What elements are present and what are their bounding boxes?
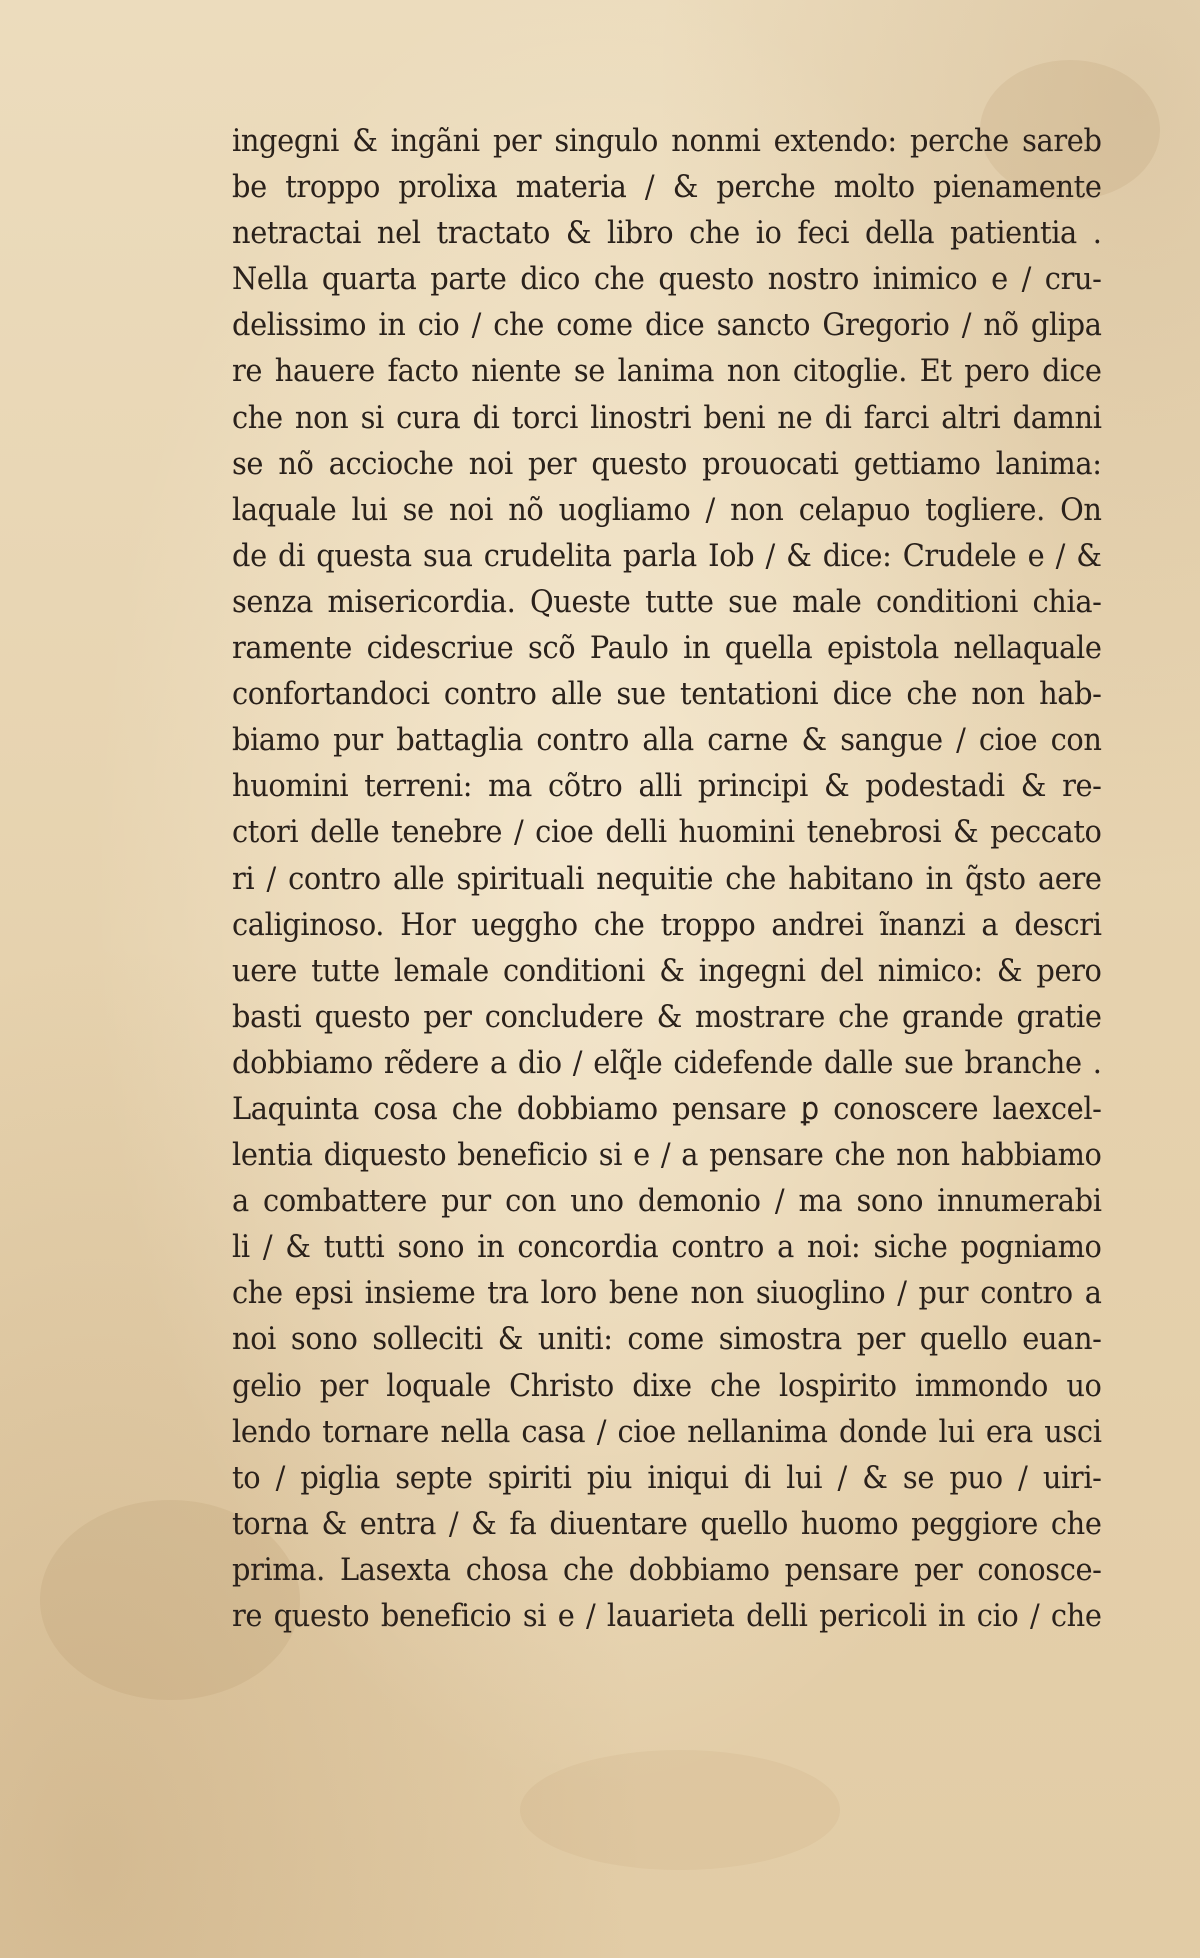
text-line: ingegni & ingãni per singulo nonmi extendo: perche sareb bbox=[232, 123, 1102, 159]
text-line: to / piglia septe spiriti piu iniqui di lui / & se puo / uiri- bbox=[232, 1459, 1102, 1496]
text-line: biamo pur battaglia contro alla carne & sangue / cioe con bbox=[232, 722, 1102, 759]
text-line: be troppo prolixa materia / & perche molto pienamente bbox=[232, 169, 1102, 206]
text-line: senza misericordia. Queste tutte sue male conditioni chia- bbox=[232, 583, 1102, 620]
text-line: torna & entra / & fa diuentare quello huomo peggiore che bbox=[232, 1505, 1102, 1542]
text-line: uere tutte lemale conditioni & ingegni del nimico: & pero bbox=[232, 952, 1102, 989]
text-line: laquale lui se noi nõ uogliamo / non celapuo togliere. On bbox=[232, 491, 1102, 528]
text-line: netractai nel tractato & libro che io feci della patientia . bbox=[232, 215, 1102, 252]
text-line: basti questo per concludere & mostrare che grande gratie bbox=[232, 998, 1102, 1035]
text-line: re hauere facto niente se lanima non citoglie. Et pero dice bbox=[232, 353, 1102, 390]
text-line: Nella quarta parte dico che questo nostro inimico e / cru- bbox=[232, 261, 1102, 298]
text-line: delissimo in cio / che come dice sancto Gregorio / nõ glipa bbox=[232, 307, 1102, 344]
text-line: lentia diquesto beneficio si e / a pensare che non habbiamo bbox=[232, 1137, 1102, 1174]
text-line: confortandoci contro alle sue tentationi dice che non hab- bbox=[232, 676, 1102, 713]
text-line: Laquinta cosa che dobbiamo pensare ꝑ conoscere laexcel- bbox=[232, 1090, 1102, 1127]
text-line: noi sono solleciti & uniti: come simostra per quello euan- bbox=[232, 1321, 1102, 1358]
text-line: che epsi insieme tra loro bene non siuoglino / pur contro a bbox=[232, 1275, 1102, 1312]
text-line: dobbiamo rẽdere a dio / elq̃le cidefende dalle sue branche . bbox=[232, 1044, 1102, 1081]
text-line: se nõ acciochе noi per questo prouocati gettiamo lanima: bbox=[232, 445, 1102, 482]
text-line: prima. Lasexta chosa che dobbiamo pensare per conosce- bbox=[232, 1551, 1102, 1588]
text-line: caliginoso. Hor ueggho che troppo andrei ĩnanzi a descri bbox=[232, 906, 1102, 943]
text-line: a combattere pur con uno demonio / ma sono innumerabi bbox=[232, 1183, 1102, 1220]
text-line: ri / contro alle spirituali nequitie che habitano in q̃sto aere bbox=[232, 860, 1102, 897]
text-line: de di questa sua crudelita parla Iob / & dice: Crudele e / & bbox=[232, 537, 1102, 574]
text-line: ramente cidescriue scõ Paulo in quella epistola nellaquale bbox=[232, 630, 1102, 667]
text-line: huomini terreni: ma cõtro alli principi & podestadi & re- bbox=[232, 768, 1102, 805]
text-line: li / & tutti sono in concordia contro a noi: siche pogniamo bbox=[232, 1229, 1102, 1266]
paper-stain bbox=[520, 1750, 840, 1870]
text-line: gelio per loquale Christo dixe che lospirito immondo uo bbox=[232, 1367, 1102, 1404]
text-line: lendo tornare nella casa / cioe nellanima donde lui era usci bbox=[232, 1413, 1102, 1450]
text-line: che non si cura di torci linostri beni ne di farci altri damni bbox=[232, 399, 1102, 436]
printed-text-block bbox=[232, 118, 1102, 1639]
text-line: re questo beneficio si e / lauarieta delli pericoli in cio / che bbox=[232, 1598, 1102, 1634]
text-line: ctori delle tenebre / cioe delli huomini tenebrosi & peccato bbox=[232, 814, 1102, 851]
